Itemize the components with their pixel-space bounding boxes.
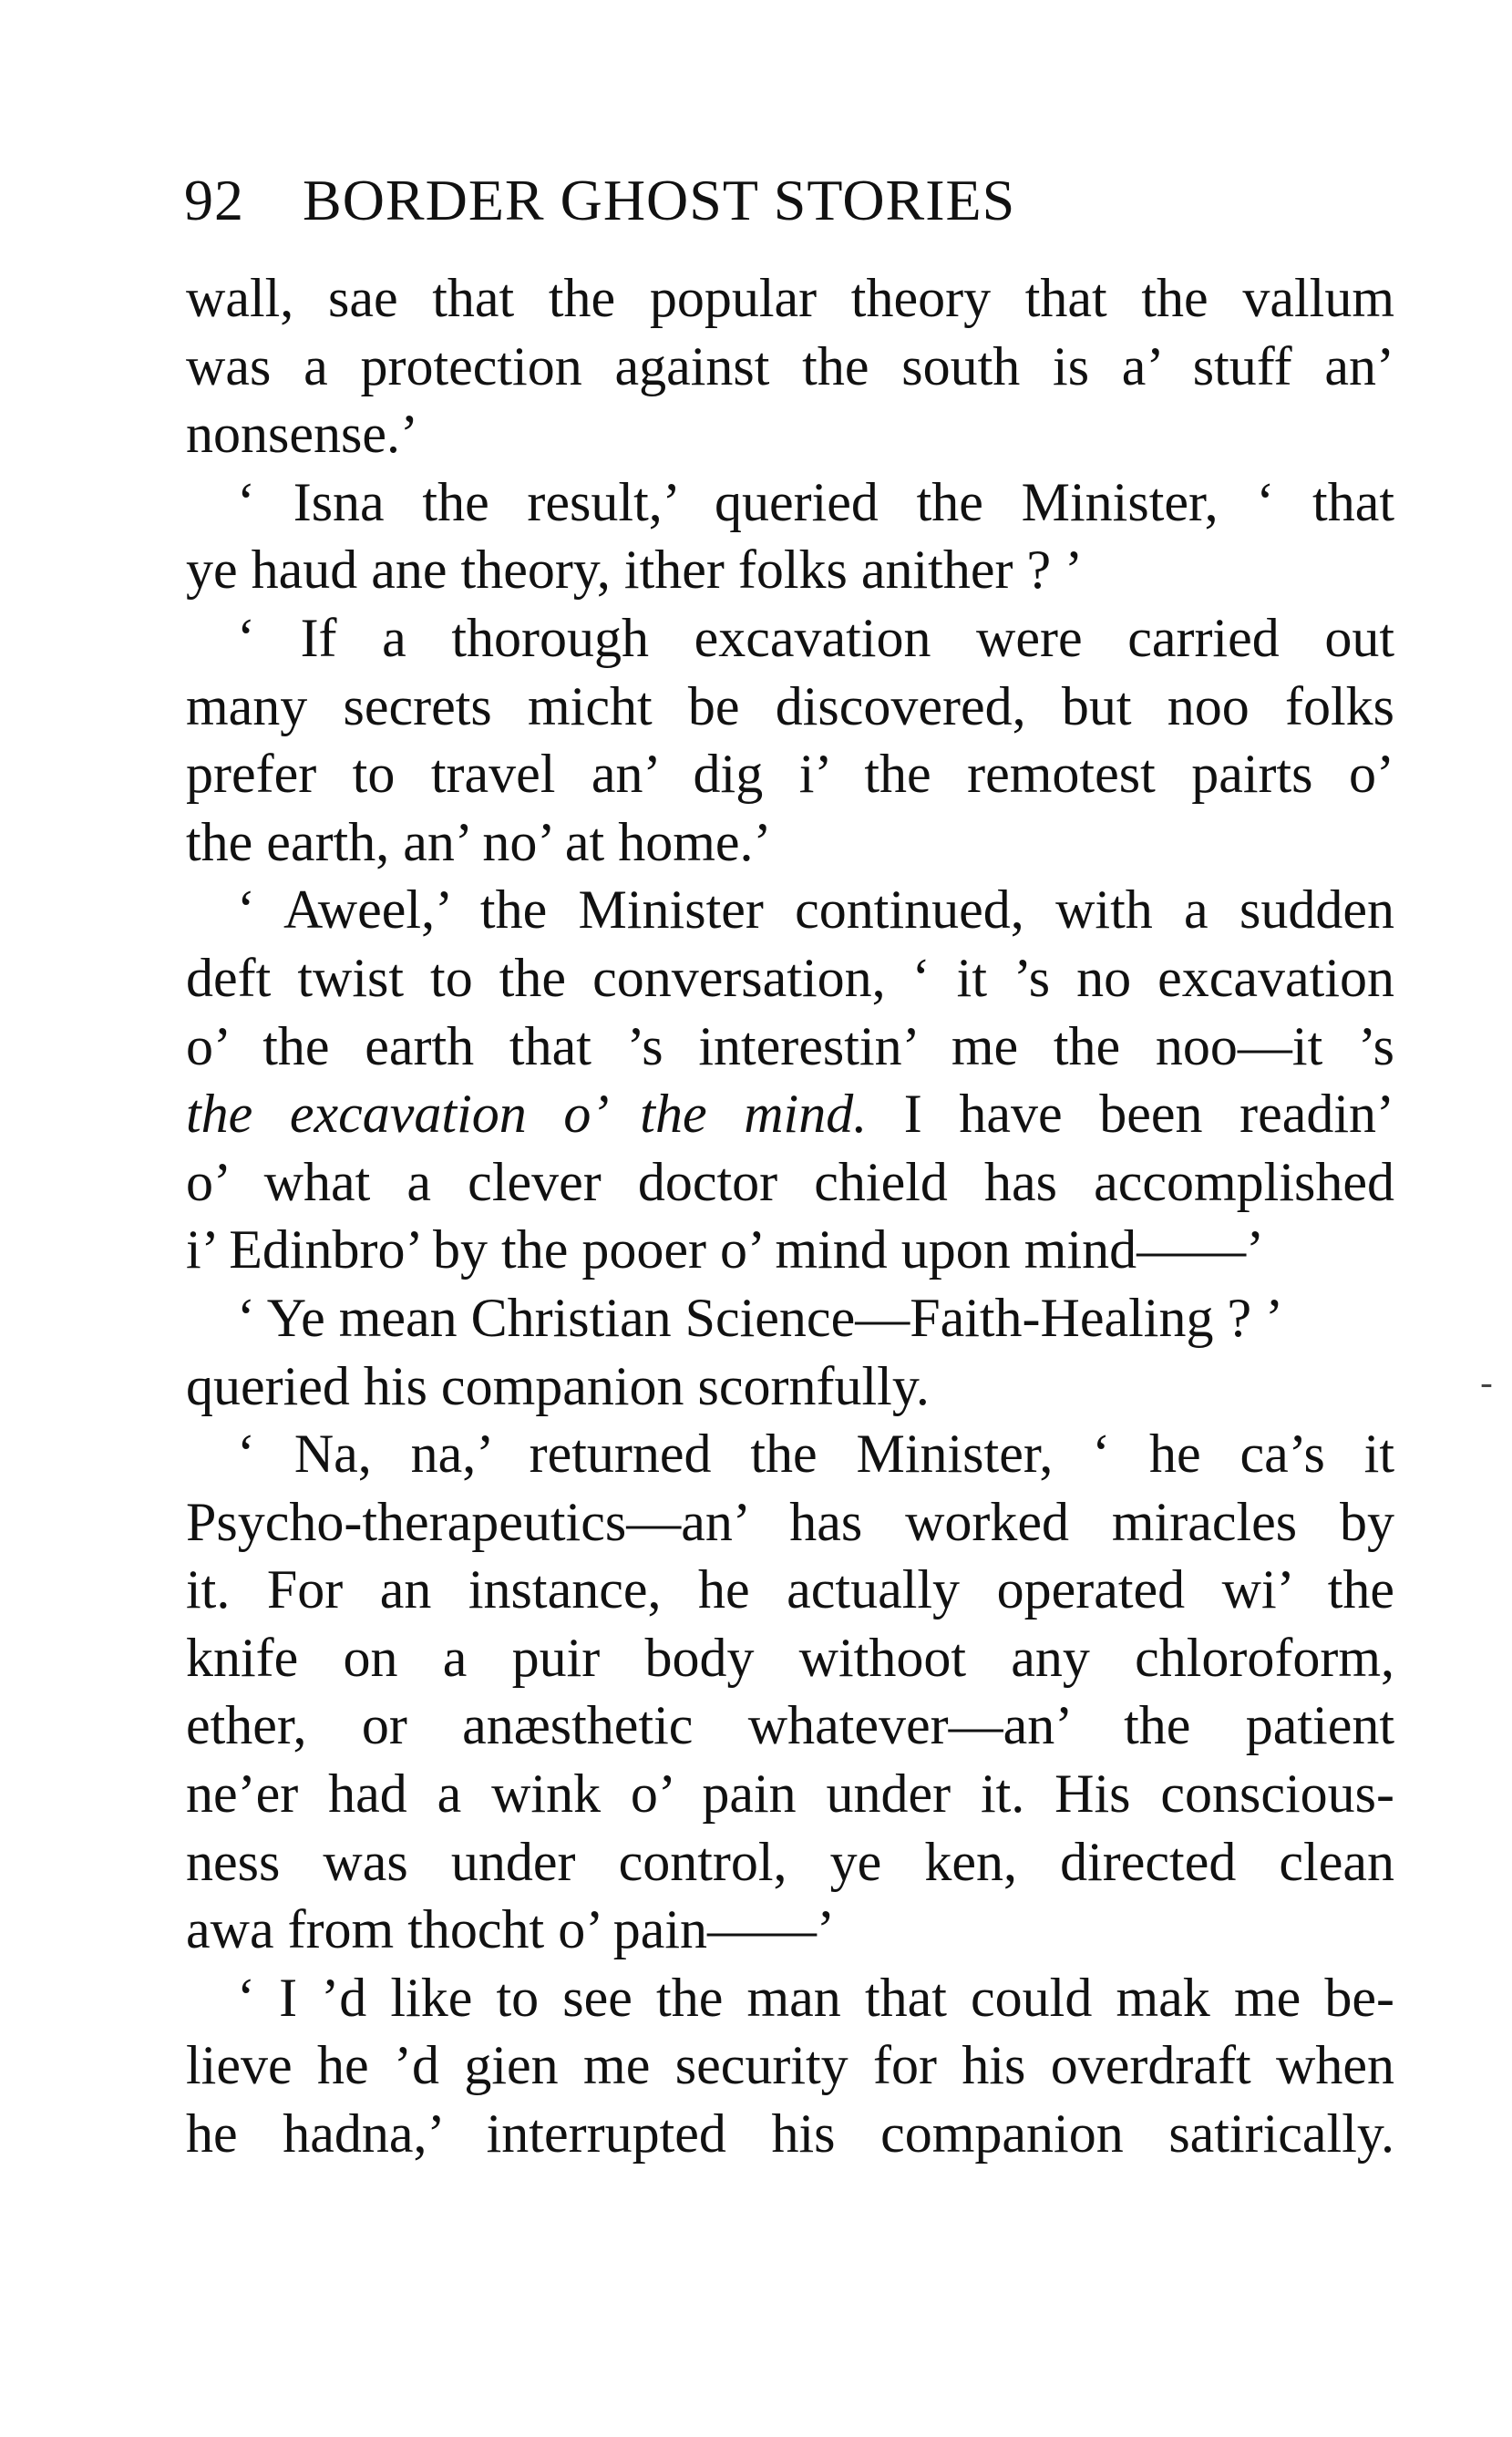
text-line: o’ what a clever doctor chield has accomplished: [186, 1151, 1394, 1212]
running-title: BORDER GHOST STORIES: [303, 168, 1016, 232]
text-line: ether, or anæsthetic whatever—an’ the patient: [186, 1695, 1394, 1756]
text-line: knife on a puir body withoot any chloroform,: [186, 1627, 1394, 1688]
text-line: i’ Edinbro’ by the pooer o’ mind upon mind——’: [186, 1219, 1265, 1280]
text-line: o’ the earth that ’s interestin’ me the noo—it ’s: [186, 1015, 1394, 1076]
text-line: the earth, an’ no’ at home.’: [186, 811, 772, 872]
text-line: nonsense.’: [186, 404, 418, 465]
text-line: prefer to travel an’ dig i’ the remotest pairts o’: [186, 744, 1394, 805]
text-line: deft twist to the conversation, ‘ it ’s no excavation: [186, 947, 1394, 1008]
page-number: 92: [184, 168, 244, 232]
text-line: awa from thocht o’ pain——’: [186, 1899, 836, 1960]
text-line: queried his companion scornfully.: [186, 1355, 930, 1416]
running-header: [184, 168, 1016, 232]
text-line: Psycho-therapeutics—an’ has worked miracles by: [186, 1491, 1394, 1552]
italic-phrase: the excavation o’ the mind.: [186, 1084, 868, 1145]
margin-pencil-mark: ـ: [1482, 1361, 1491, 1394]
paragraph-first-line: ‘ If a thorough excavation were carried out: [237, 607, 1394, 668]
text-line: was a protection against the south is a’ stuff an’: [186, 335, 1394, 396]
text-run: I have been readin’: [867, 1084, 1394, 1145]
text-line-with-italic: [186, 1080, 1394, 1148]
text-line: many secrets micht be discovered, but noo folks: [186, 675, 1394, 736]
paragraph-first-line: ‘ Ye mean Christian Science—Faith-Healing ? ’: [237, 1287, 1284, 1348]
text-line: ne’er had a wink o’ pain under it. His conscious-: [186, 1763, 1394, 1825]
paragraph-first-line: ‘ Aweel,’ the Minister continued, with a sudden: [237, 879, 1394, 941]
text-line: wall, sae that the popular theory that the vallum: [186, 268, 1394, 328]
paragraph-first-line: ‘ Isna the result,’ queried the Minister, ‘ that: [237, 471, 1394, 532]
paragraph-first-line: ‘ Na, na,’ returned the Minister, ‘ he ca’s it: [237, 1424, 1394, 1485]
text-line: lieve he ’d gien me security for his overdraft when: [186, 2035, 1394, 2096]
paragraph-first-line: ‘ I ’d like to see the man that could mak me be-: [237, 1967, 1394, 2028]
text-line: he hadna,’ interrupted his companion satirically.: [186, 2103, 1394, 2165]
text-line: ness was under control, ye ken, directed clean: [186, 1831, 1394, 1892]
body-text: [186, 264, 1394, 2168]
text-line: ye haud ane theory, ither folks anither ? ’: [186, 540, 1084, 601]
text-line: it. For an instance, he actually operated wi’ the: [186, 1559, 1394, 1620]
